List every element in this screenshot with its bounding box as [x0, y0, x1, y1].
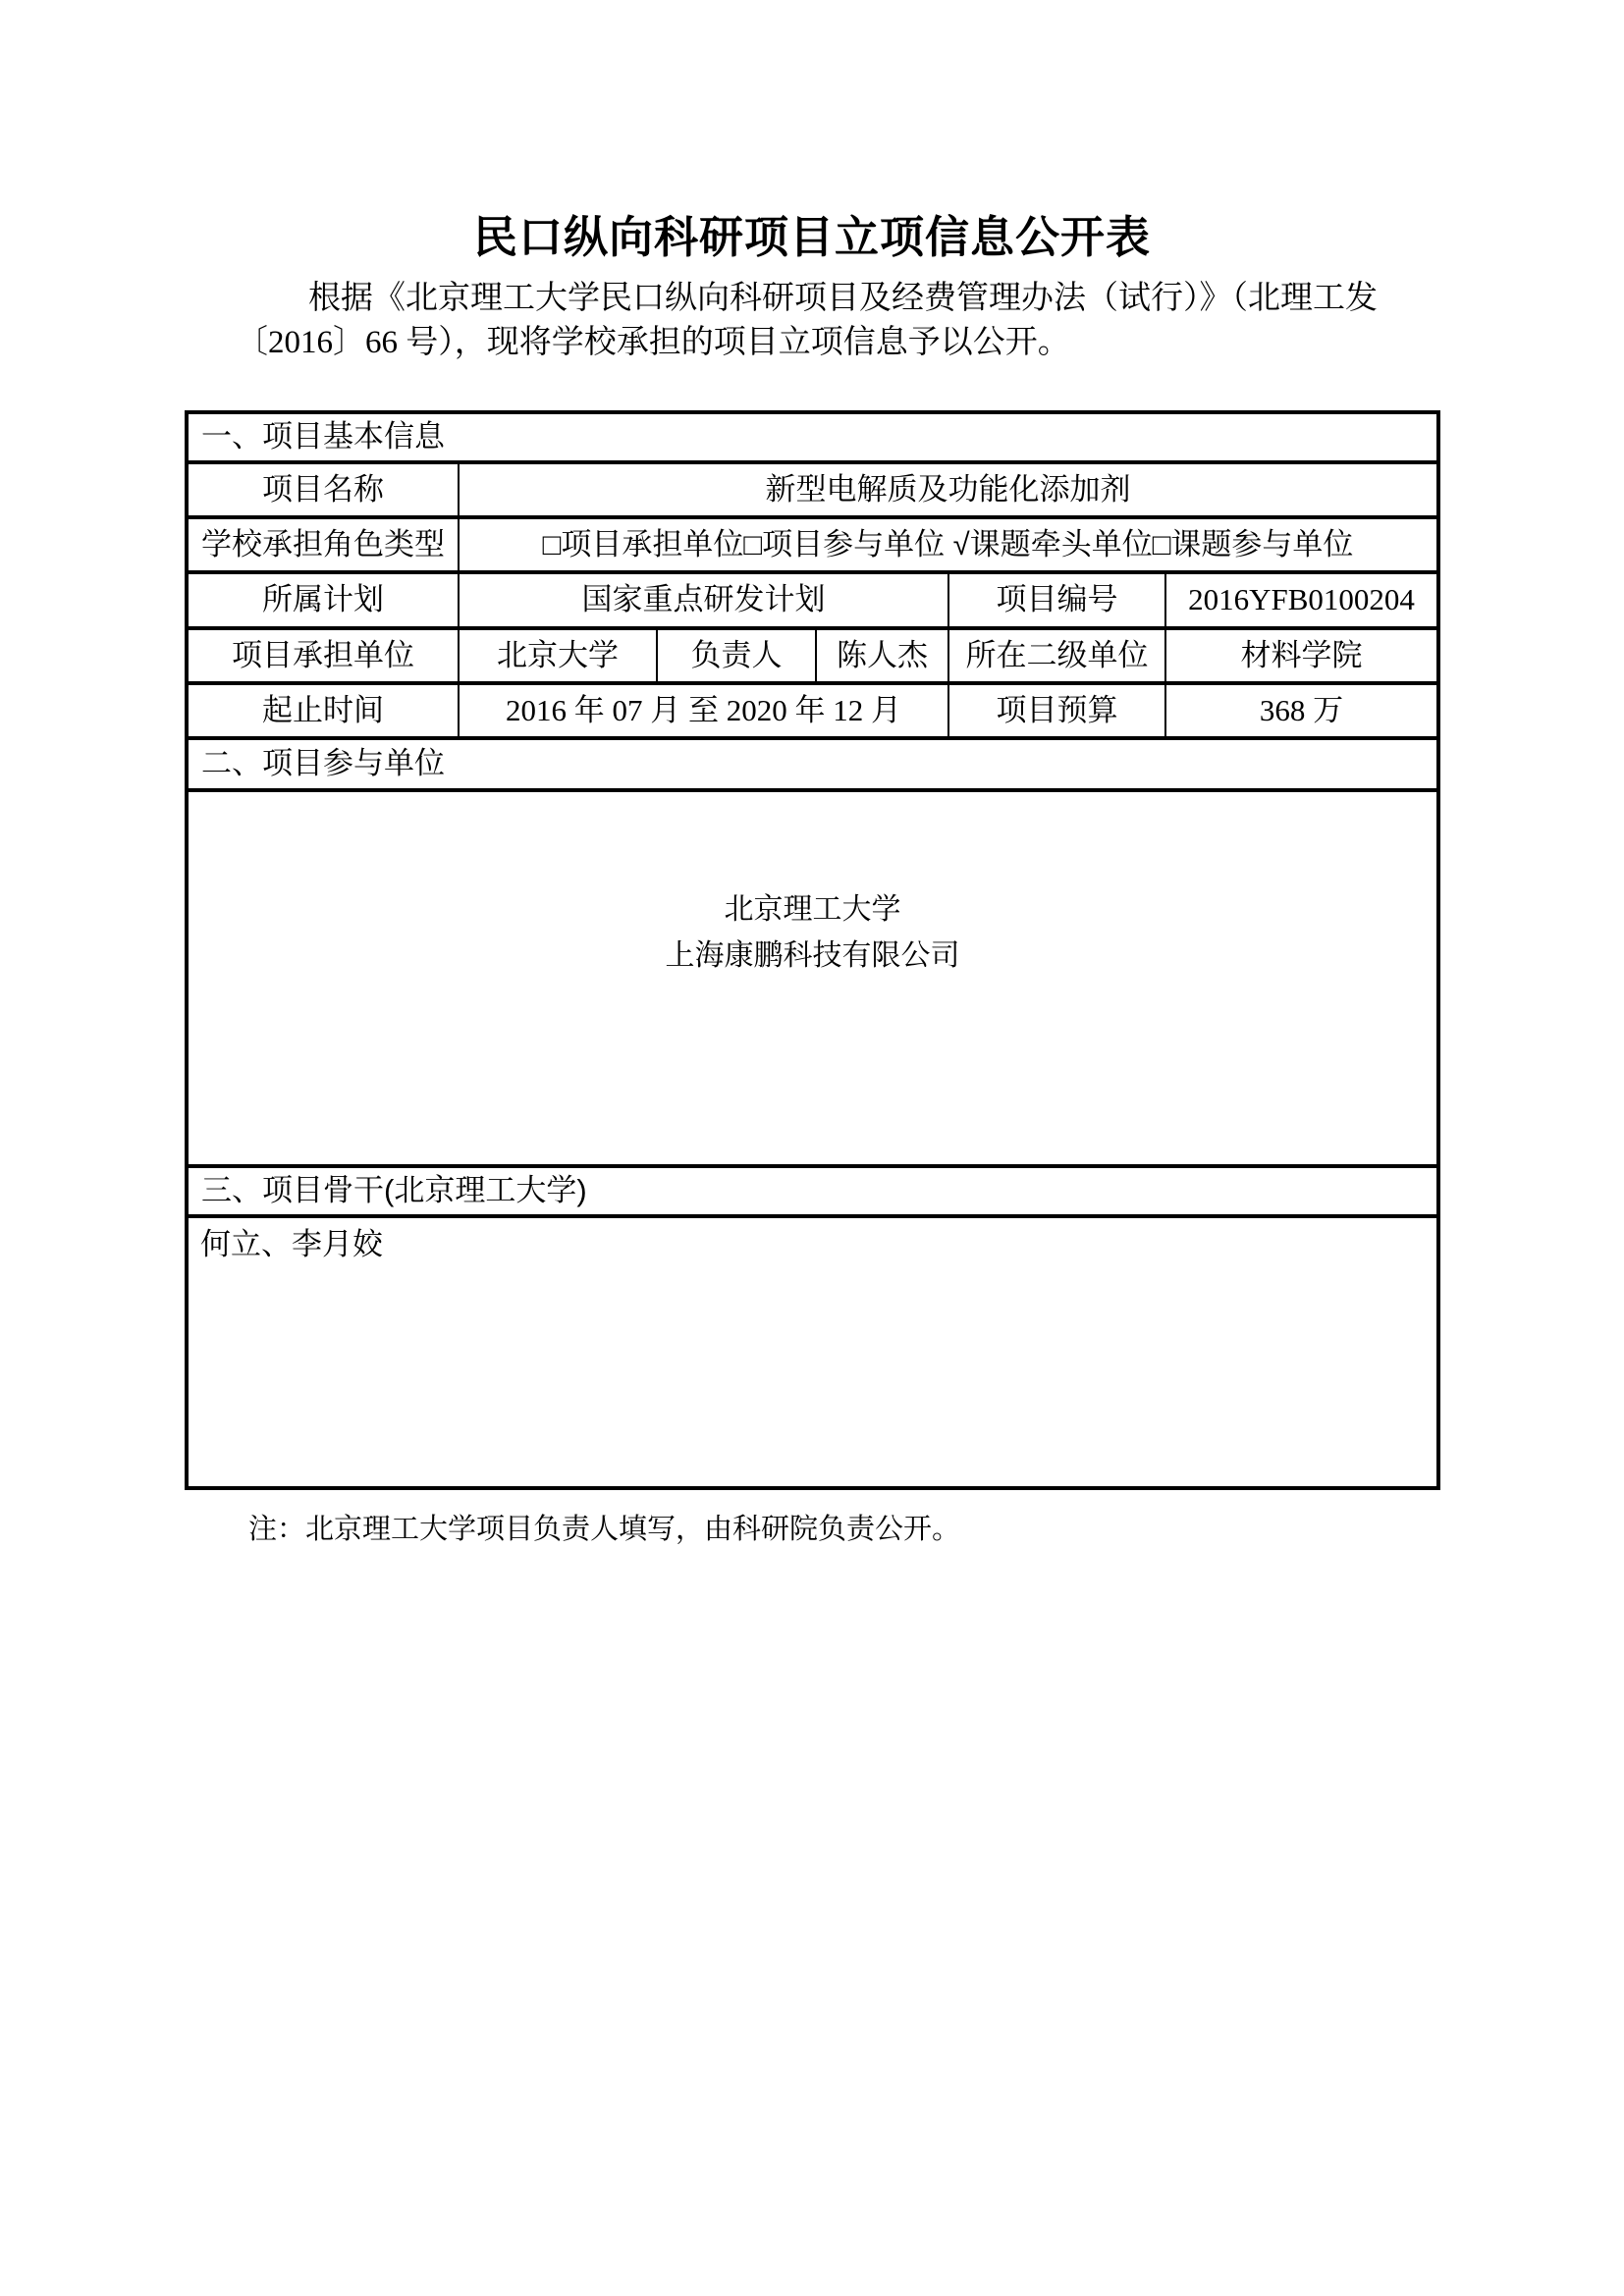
undertaker-row	[187, 628, 1438, 683]
role-type-label: 学校承担角色类型	[187, 517, 459, 572]
members-row	[187, 1216, 1438, 1488]
page-title: 民口纵向科研项目立项信息公开表	[472, 213, 1151, 262]
undertaker-label: 项目承担单位	[187, 628, 459, 683]
secondary-unit-value: 材料学院	[1165, 628, 1438, 683]
participants-row	[187, 790, 1438, 1166]
role-type-row	[187, 517, 1438, 572]
secondary-unit-label: 所在二级单位	[948, 628, 1165, 683]
leader-label: 负责人	[657, 628, 816, 683]
section1-header: 一、项目基本信息	[187, 412, 1438, 462]
project-name-row	[187, 462, 1438, 517]
budget-label: 项目预算	[948, 683, 1165, 738]
intro-paragraph	[236, 277, 1429, 365]
section1-header-row	[187, 412, 1438, 462]
budget-value: 368 万	[1165, 683, 1438, 738]
plan-label: 所属计划	[187, 572, 459, 628]
project-name-label: 项目名称	[187, 462, 459, 517]
duration-value: 2016 年 07 月 至 2020 年 12 月	[459, 683, 948, 738]
footnote: 注：北京理工大学项目负责人填写，由科研院负责公开。	[248, 1514, 961, 1545]
participant-unit-1: 北京理工大学	[724, 893, 901, 926]
intro-line-1: 根据《北京理工大学民口纵向科研项目及经费管理办法（试行）》（北理工发	[308, 281, 1378, 316]
participant-unit-2: 上海康鹏科技有限公司	[665, 939, 960, 972]
plan-value: 国家重点研发计划	[459, 572, 948, 628]
section3-header-row	[187, 1166, 1438, 1216]
members-cell: 何立、李月姣	[187, 1216, 1438, 1488]
project-no-value: 2016YFB0100204	[1165, 572, 1438, 628]
project-no-label: 项目编号	[948, 572, 1165, 628]
leader-value: 陈人杰	[816, 628, 948, 683]
duration-label: 起止时间	[187, 683, 459, 738]
participants-cell	[187, 790, 1438, 1166]
role-type-checkboxes: □项目承担单位□项目参与单位 √课题牵头单位□课题参与单位	[459, 517, 1438, 572]
section2-header: 二、项目参与单位	[187, 738, 1438, 790]
duration-row	[187, 683, 1438, 738]
section3-header: 三、项目骨干(北京理工大学)	[187, 1166, 1438, 1216]
plan-row	[187, 572, 1438, 628]
intro-line-2: 〔2016〕66 号），现将学校承担的项目立项信息予以公开。	[236, 325, 1070, 360]
section2-header-row	[187, 738, 1438, 790]
undertaker-value: 北京大学	[459, 628, 657, 683]
project-info-table	[185, 410, 1440, 1490]
project-name-value: 新型电解质及功能化添加剂	[459, 462, 1438, 517]
